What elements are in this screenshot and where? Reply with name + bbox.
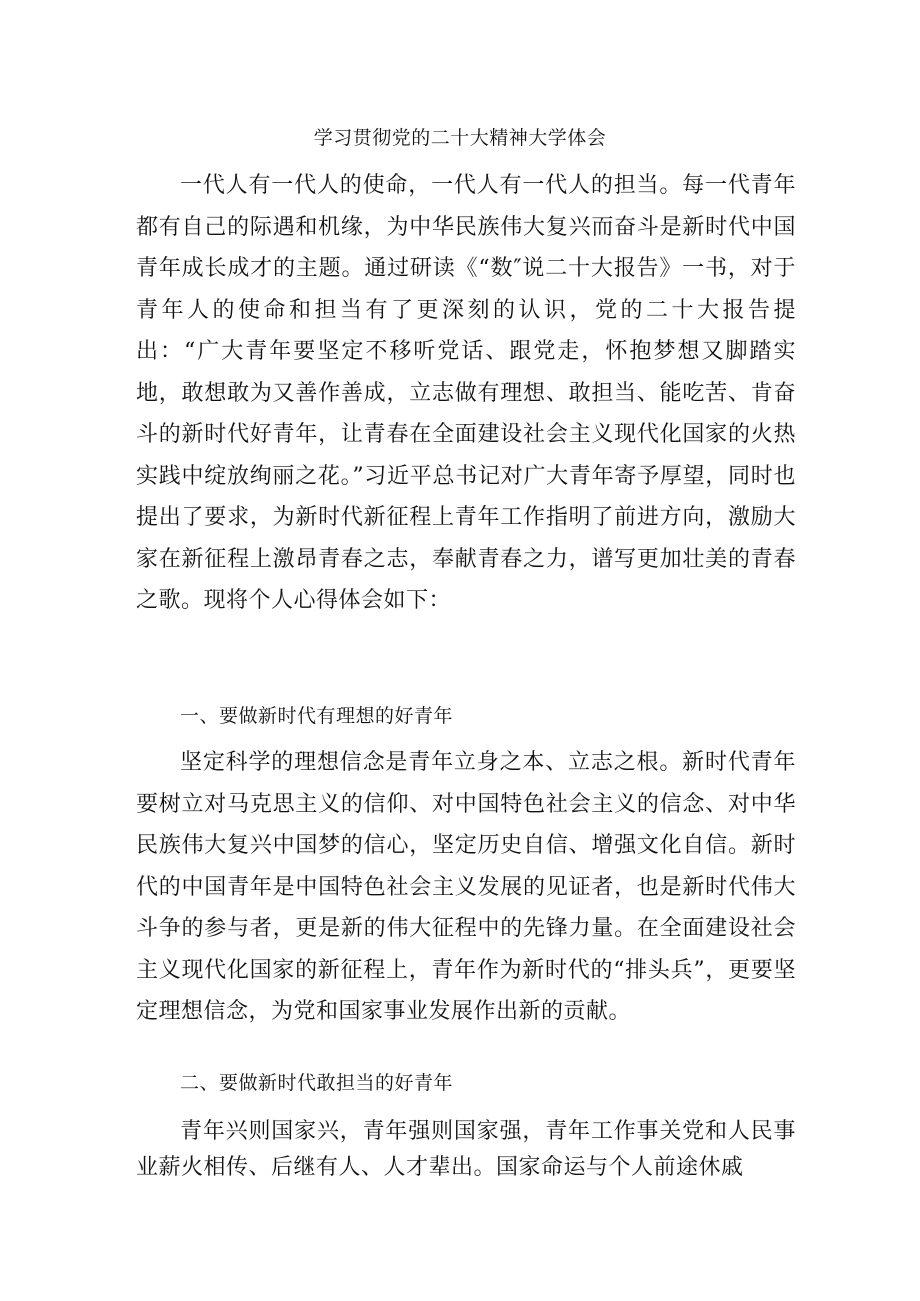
section-paragraph-ideals: 坚定科学的理想信念是青年立身之本、立志之根。新时代青年要树立对马克思主义的信仰、对中国特色社会主义的信念、对中华民族伟大复兴中国梦的信心，坚定历史自信、增强文化自信。新时代的中国青年是中国特色社会主义发展的见证者，也是新时代伟大斗争的参与者，更是新的伟大征程中的先锋力量。在全面建设社会主义现代化国家的新征程上，青年作为新时代的“排头兵”，更要坚定理想信念，为党和国家事业发展作出新的贡献。 — [136, 750, 796, 1024]
document-title: 学习贯彻党的二十大精神大学体会 — [313, 127, 607, 149]
section-heading-responsibility: 二、要做新时代敢担当的好青年 — [180, 1072, 454, 1094]
section-paragraph-responsibility: 青年兴则国家兴，青年强则国家强，青年工作事关党和人民事业薪火相传、后继有人、人才辈出。国家命运与个人前途休戚 — [136, 1119, 796, 1180]
intro-paragraph: 一代人有一代人的使命，一代人有一代人的担当。每一代青年都有自己的际遇和机缘，为中华民族伟大复兴而奋斗是新时代中国青年成长成才的主题。通过研读《“数″说二十大报告》一书，对于青年人的使命和担当有了更深刻的认识，党的二十大报告提出：“广大青年要坚定不移听党话、跟党走，怀抱梦想又脚踏实地，敢想敢为又善作善成，立志做有理想、敢担当、能吃苦、肯奋斗的新时代好青年，让青春在全面建设社会主义现代化国家的火热实践中绽放绚丽之花。”习近平总书记对广大青年寄予厚望，同时也提出了要求，为新时代新征程上青年工作指明了前进方向，激励大家在新征程上激昂青春之志，奉献青春之力，谱写更加壮美的青春之歌。现将个人心得体会如下： — [136, 173, 796, 613]
section-heading-ideals: 一、要做新时代有理想的好青年 — [180, 705, 454, 727]
